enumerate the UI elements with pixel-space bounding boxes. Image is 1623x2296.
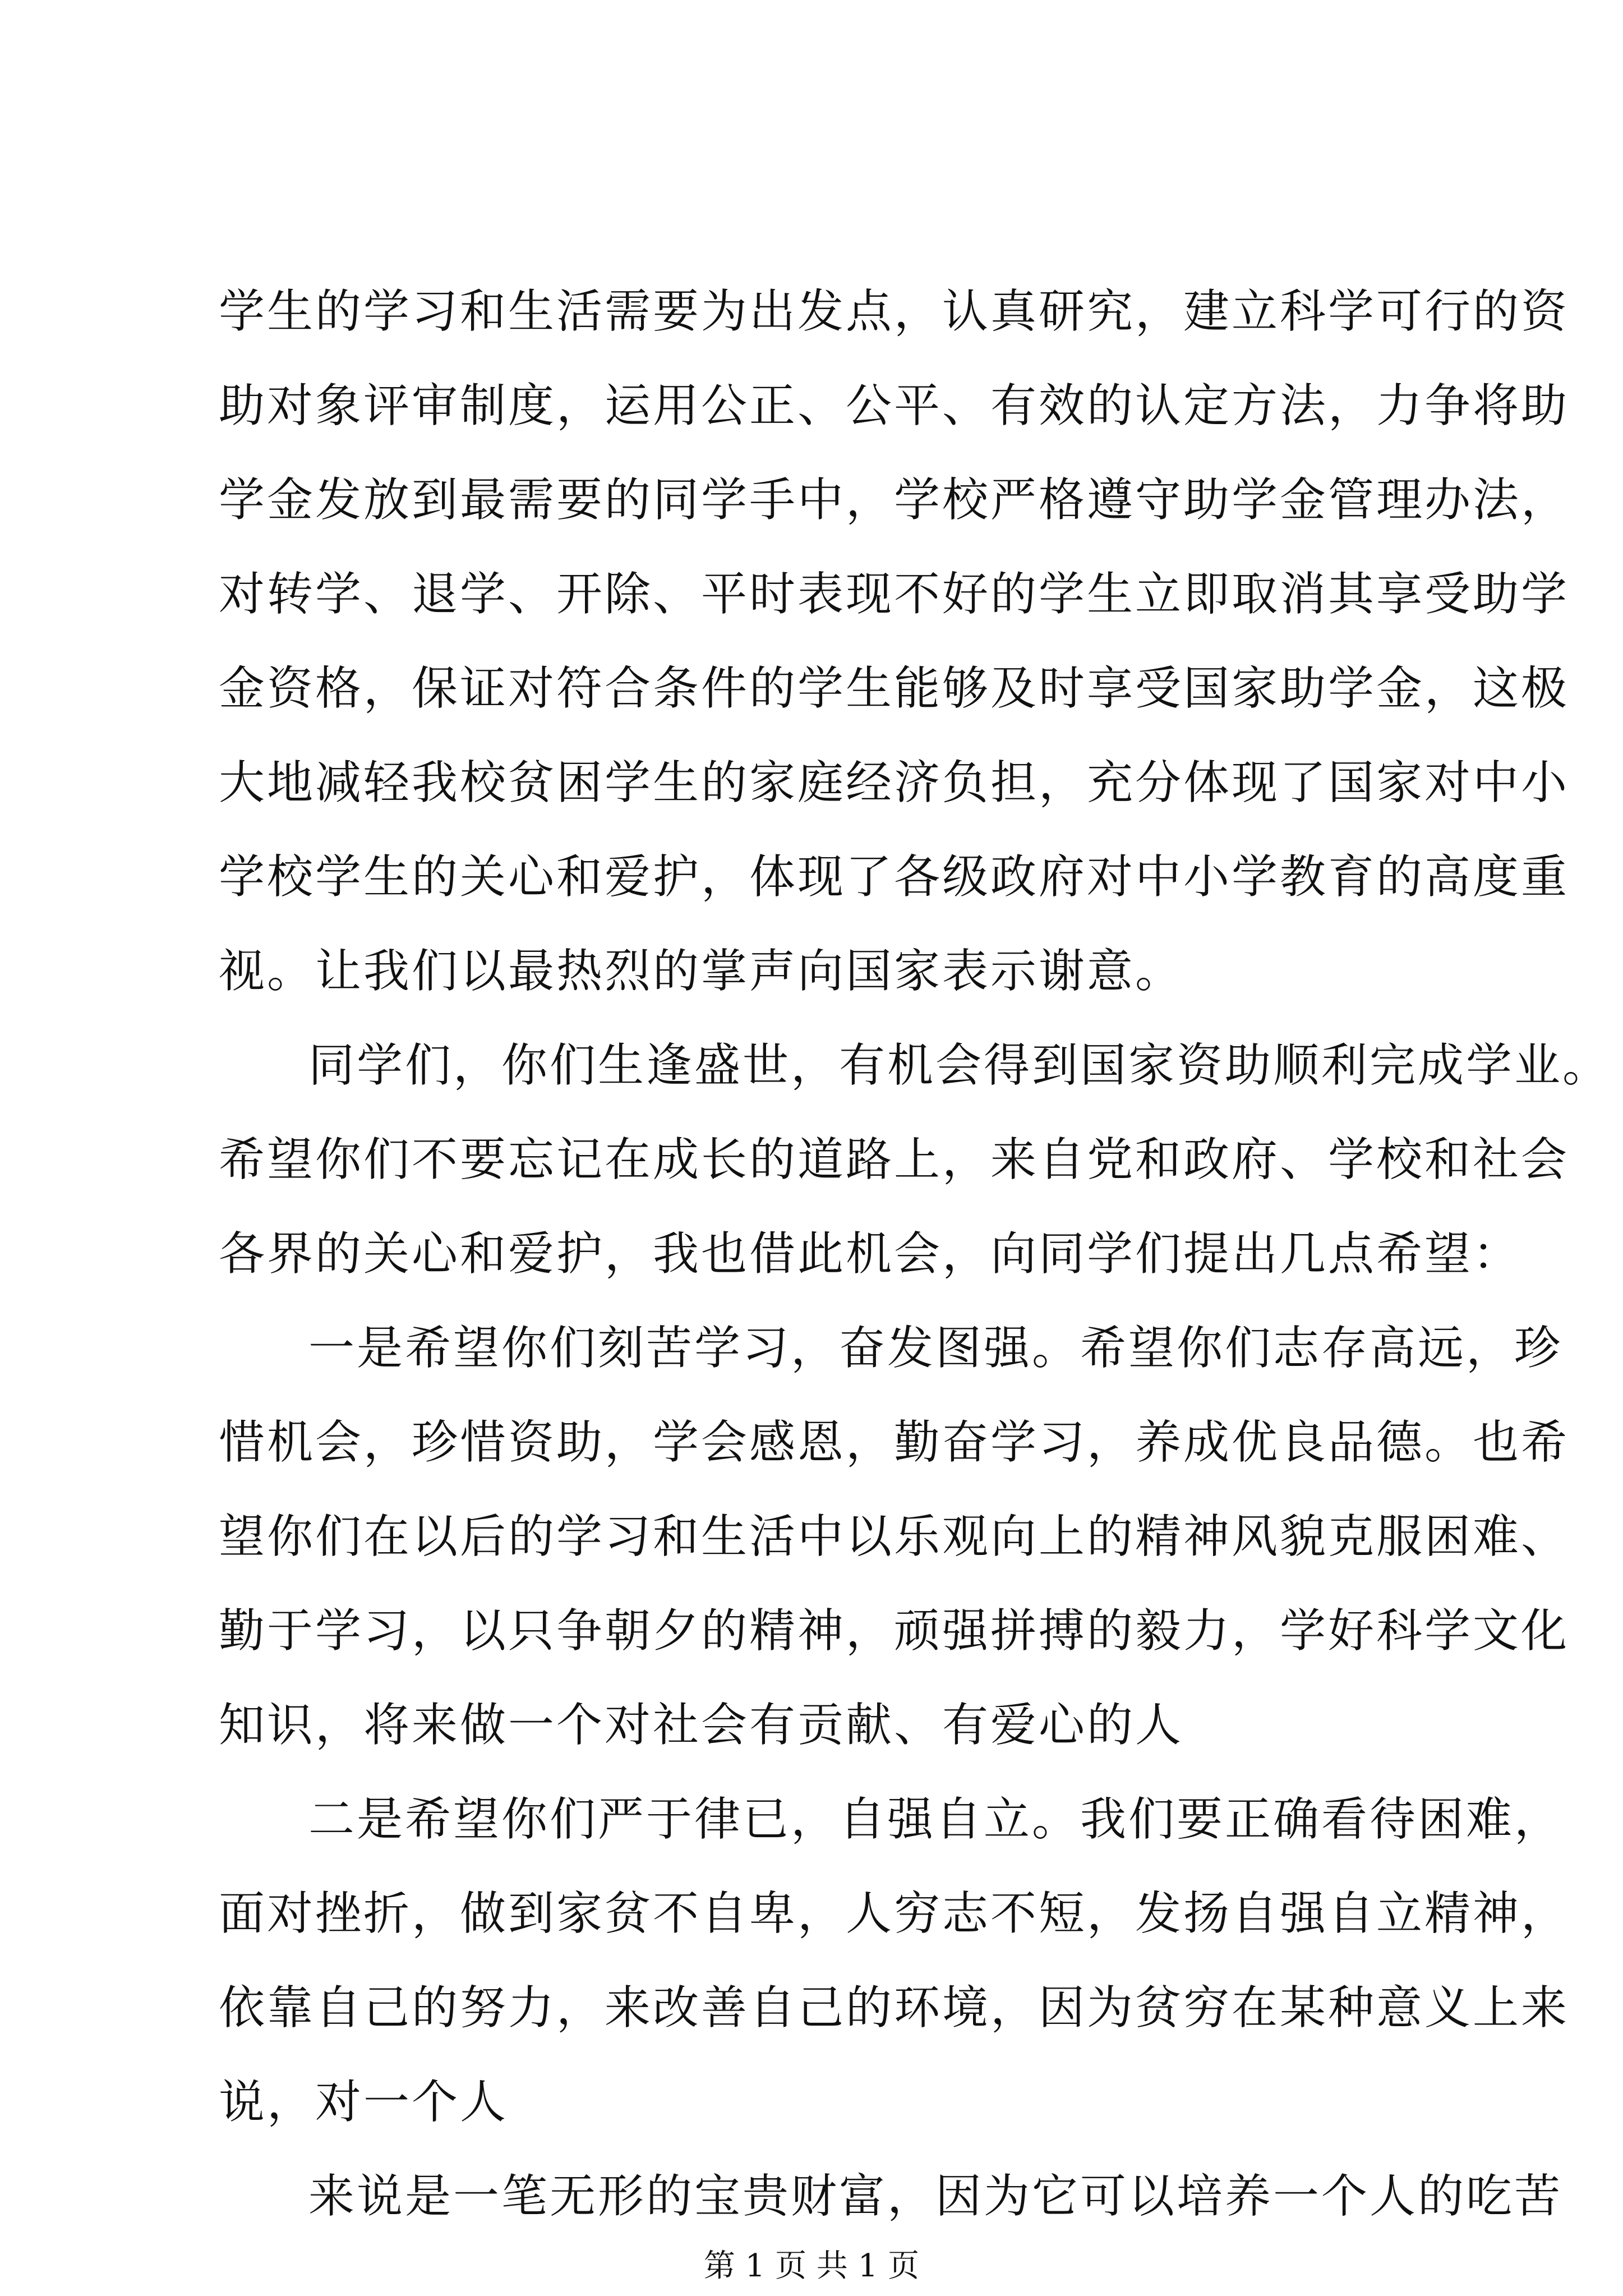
- text-line: 对转学、退学、开除、平时表现不好的学生立即取消其享受助学: [219, 568, 1570, 621]
- text-line: 金资格，保证对符合条件的学生能够及时享受国家助学金，这极: [219, 662, 1570, 715]
- text-line: 望你们在以后的学习和生活中以乐观向上的精神风貌克服困难、: [219, 1510, 1570, 1563]
- text-line: 知识，将来做一个对社会有贡献、有爱心的人: [219, 1699, 1184, 1752]
- page-number-footer: 第 1 页 共 1 页: [703, 2248, 920, 2284]
- text-line: 惜机会，珍惜资助，学会感恩，勤奋学习，养成优良品德。也希: [219, 1416, 1570, 1469]
- text-line: 学校学生的关心和爱护，体现了各级政府对中小学教育的高度重: [219, 850, 1570, 904]
- text-line: 说，对一个人: [219, 2076, 509, 2129]
- text-line: 一是希望你们刻苦学习，奋发图强。希望你们志存高远，珍: [308, 1322, 1563, 1375]
- text-line: 希望你们不要忘记在成长的道路上，来自党和政府、学校和社会: [219, 1133, 1570, 1186]
- text-line: 来说是一笔无形的宝贵财富，因为它可以培养一个人的吃苦: [308, 2170, 1563, 2223]
- text-line: 同学们，你们生逢盛世，有机会得到国家资助顺利完成学业。: [308, 1039, 1611, 1092]
- text-line: 勤于学习，以只争朝夕的精神，顽强拼搏的毅力，学好科学文化: [219, 1604, 1570, 1658]
- text-line: 依靠自己的努力，来改善自己的环境，因为贫穷在某种意义上来: [219, 1981, 1570, 2035]
- text-line: 各界的关心和爱护，我也借此机会，向同学们提出几点希望：: [219, 1227, 1521, 1281]
- text-line: 大地减轻我校贫困学生的家庭经济负担，充分体现了国家对中小: [219, 756, 1570, 809]
- text-line: 面对挫折，做到家贫不自卑，人穷志不短，发扬自强自立精神，: [219, 1887, 1570, 1940]
- text-line: 学金发放到最需要的同学手中，学校严格遵守助学金管理办法，: [219, 473, 1570, 527]
- text-line: 助对象评审制度，运用公正、公平、有效的认定方法，力争将助: [219, 379, 1570, 432]
- text-line: 视。让我们以最热烈的掌声向国家表示谢意。: [219, 945, 1184, 998]
- text-line: 学生的学习和生活需要为出发点，认真研究，建立科学可行的资: [219, 285, 1570, 338]
- text-line: 二是希望你们严于律已，自强自立。我们要正确看待困难，: [308, 1793, 1563, 1846]
